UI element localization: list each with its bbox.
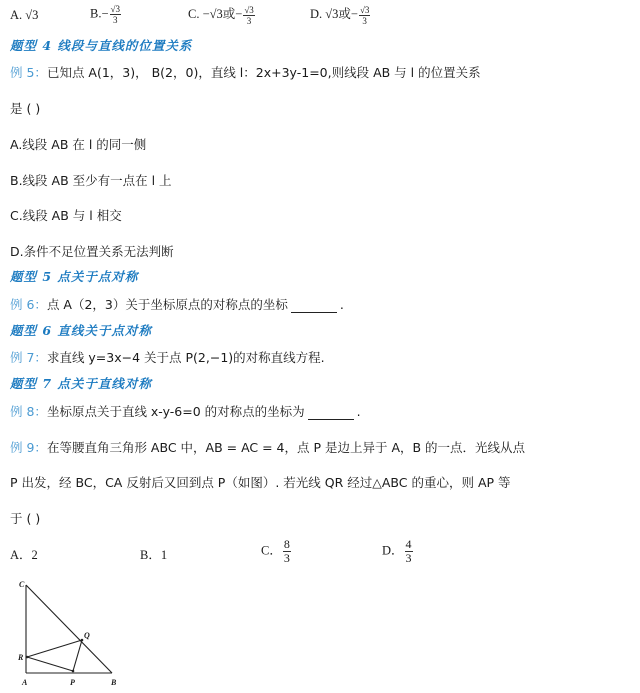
point-q — [81, 639, 84, 642]
ray-rq — [27, 640, 82, 657]
section-heading-type7: 题型 7 点关于直线对称 — [10, 376, 152, 391]
suffix: . — [339, 297, 344, 312]
choice-value: √3或− — [209, 7, 243, 21]
choice-label: A. — [10, 8, 23, 22]
suffix: . — [356, 404, 361, 419]
numerator: √3 — [110, 4, 120, 14]
ray-pq — [73, 640, 82, 671]
numerator: 4 — [405, 537, 412, 551]
example-text: 坐标原点关于直线 x-y-6=0 的对称点的坐标为 — [46, 404, 305, 419]
triangle-figure — [0, 575, 140, 693]
prev-choice-c — [188, 4, 256, 26]
example-label: 例 9： — [10, 440, 47, 455]
label-b: B — [111, 678, 117, 687]
denominator: 3 — [405, 551, 412, 565]
choice-label: D． — [382, 543, 404, 558]
denominator: 3 — [362, 15, 367, 26]
answer-blank[interactable] — [308, 407, 354, 420]
ex9-choice-a: A．2 — [10, 548, 38, 562]
ex9-choice-d — [382, 538, 414, 565]
fraction — [405, 538, 413, 565]
example-9-line1 — [10, 438, 525, 456]
example-9-line2: P 出发，经 BC，CA 反射后又回到点 P（如图）. 若光线 QR 经过△ABC 的重心，则 AP 等 — [10, 475, 511, 490]
choice-label: D. — [310, 7, 323, 21]
choice-value: √3或− — [325, 7, 358, 21]
prev-choice-d — [310, 4, 371, 26]
label-c: C — [19, 580, 25, 589]
prev-choice-b — [90, 4, 122, 25]
example-8 — [10, 402, 361, 420]
fraction — [359, 5, 370, 26]
option-c: C.线段 AB 与 l 相交 — [10, 208, 122, 223]
label-p: P — [70, 678, 75, 687]
denominator: 3 — [112, 15, 118, 25]
option-a: A.线段 AB 在 l 的同一侧 — [10, 137, 147, 152]
example-text: 在等腰直角三角形 ABC 中，AB = AC = 4，点 P 是边上异于 A，B 的一点．光线从点 — [46, 440, 526, 455]
label-q: Q — [84, 631, 90, 640]
choice-value: √3 — [25, 8, 39, 22]
ray-rp — [27, 657, 73, 671]
numerator: √3 — [359, 4, 370, 15]
example-label: 例 5： — [10, 65, 47, 80]
denominator: 3 — [283, 551, 290, 565]
example-7 — [10, 348, 325, 366]
numerator: 8 — [283, 537, 290, 551]
option-d: D.条件不足位置关系无法判断 — [10, 244, 174, 259]
example-5-line2: 是 ( ) — [10, 101, 41, 116]
example-text: 已知点 A(1，3)， B(2，0)，直线 l：2x+3y-1=0,则线段 AB 与 l 的位置关系 — [46, 65, 481, 80]
section-heading-type4: 题型 4 线段与直线的位置关系 — [10, 38, 193, 53]
example-6 — [10, 295, 344, 313]
side-cb — [26, 585, 112, 673]
ex9-choice-c — [261, 538, 292, 565]
fraction — [243, 5, 254, 26]
section-heading-type6: 题型 6 直线关于点对称 — [10, 323, 152, 338]
choice-label: C. − — [188, 7, 210, 21]
example-text: 求直线 y=3x−4 关于点 P(2,−1)的对称直线方程. — [46, 350, 325, 365]
answer-blank[interactable] — [291, 300, 337, 313]
option-b: B.线段 AB 至少有一点在 l 上 — [10, 173, 172, 188]
example-9-line3: 于 ( ) — [10, 511, 41, 526]
example-label: 例 6： — [10, 297, 47, 312]
example-label: 例 8： — [10, 404, 47, 419]
ex9-choice-b: B．1 — [140, 548, 168, 562]
prev-choice-a — [10, 8, 38, 23]
label-a: A — [22, 678, 28, 687]
example-label: 例 7： — [10, 350, 47, 365]
point-p — [72, 670, 75, 673]
label-r: R — [18, 653, 24, 662]
example-5-line1 — [10, 63, 481, 81]
numerator: √3 — [244, 4, 254, 15]
choice-label: B.− — [90, 6, 109, 21]
point-r — [26, 656, 29, 659]
example-text: 点 A（2，3）关于坐标原点的对称点的坐标 — [46, 297, 288, 312]
fraction — [283, 538, 291, 565]
fraction — [110, 4, 121, 25]
denominator: 3 — [246, 15, 252, 26]
section-heading-type5: 题型 5 点关于点对称 — [10, 269, 139, 284]
choice-label: C． — [261, 543, 282, 558]
